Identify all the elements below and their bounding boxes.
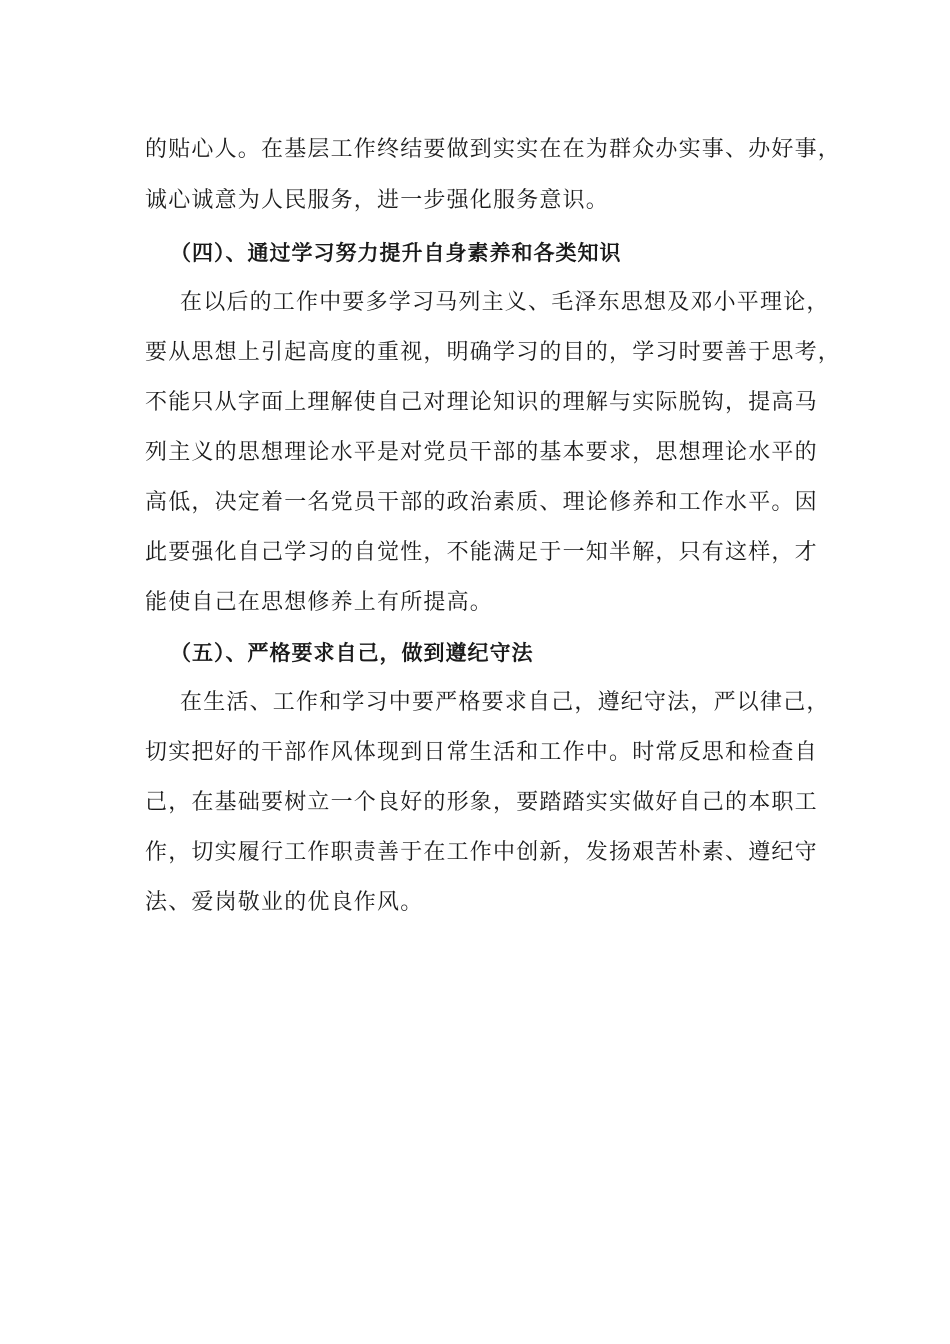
paragraph-line: 己，在基础要树立一个良好的形象，要踏踏实实做好自己的本职工 <box>145 790 818 815</box>
paragraph-line: 诚心诚意为人民服务，进一步强化服务意识。 <box>145 188 610 213</box>
section-heading-5: （五）、严格要求自己，做到遵纪守法 <box>170 641 534 665</box>
paragraph-line: 在生活、工作和学习中要严格要求自己，遵纪守法，严以律己， <box>180 690 830 715</box>
paragraph-line: 切实把好的干部作风体现到日常生活和工作中。时常反思和检查自 <box>145 740 818 765</box>
paragraph-line: 在以后的工作中要多学习马列主义、毛泽东思想及邓小平理论， <box>180 290 830 315</box>
paragraph-line: 不能只从字面上理解使自己对理论知识的理解与实际脱钩，提高马 <box>145 390 818 415</box>
paragraph-line: 能使自己在思想修养上有所提高。 <box>145 590 494 615</box>
paragraph-line: 高低，决定着一名党员干部的政治素质、理论修养和工作水平。因 <box>145 490 818 515</box>
paragraph-line: 列主义的思想理论水平是对党员干部的基本要求，思想理论水平的 <box>145 440 818 465</box>
paragraph-line: 要从思想上引起高度的重视，明确学习的目的，学习时要善于思考， <box>145 340 842 365</box>
paragraph-line: 此要强化自己学习的自觉性，不能满足于一知半解，只有这样，才 <box>145 540 818 565</box>
paragraph-line: 的贴心人。在基层工作终结要做到实实在在为群众办实事、办好事， <box>145 137 842 162</box>
paragraph-line: 法、爱岗敬业的优良作风。 <box>145 890 424 915</box>
paragraph-line: 作，切实履行工作职责善于在工作中创新，发扬艰苦朴素、遵纪守 <box>145 840 818 865</box>
section-heading-4: （四）、通过学习努力提升自身素养和各类知识 <box>170 241 622 265</box>
